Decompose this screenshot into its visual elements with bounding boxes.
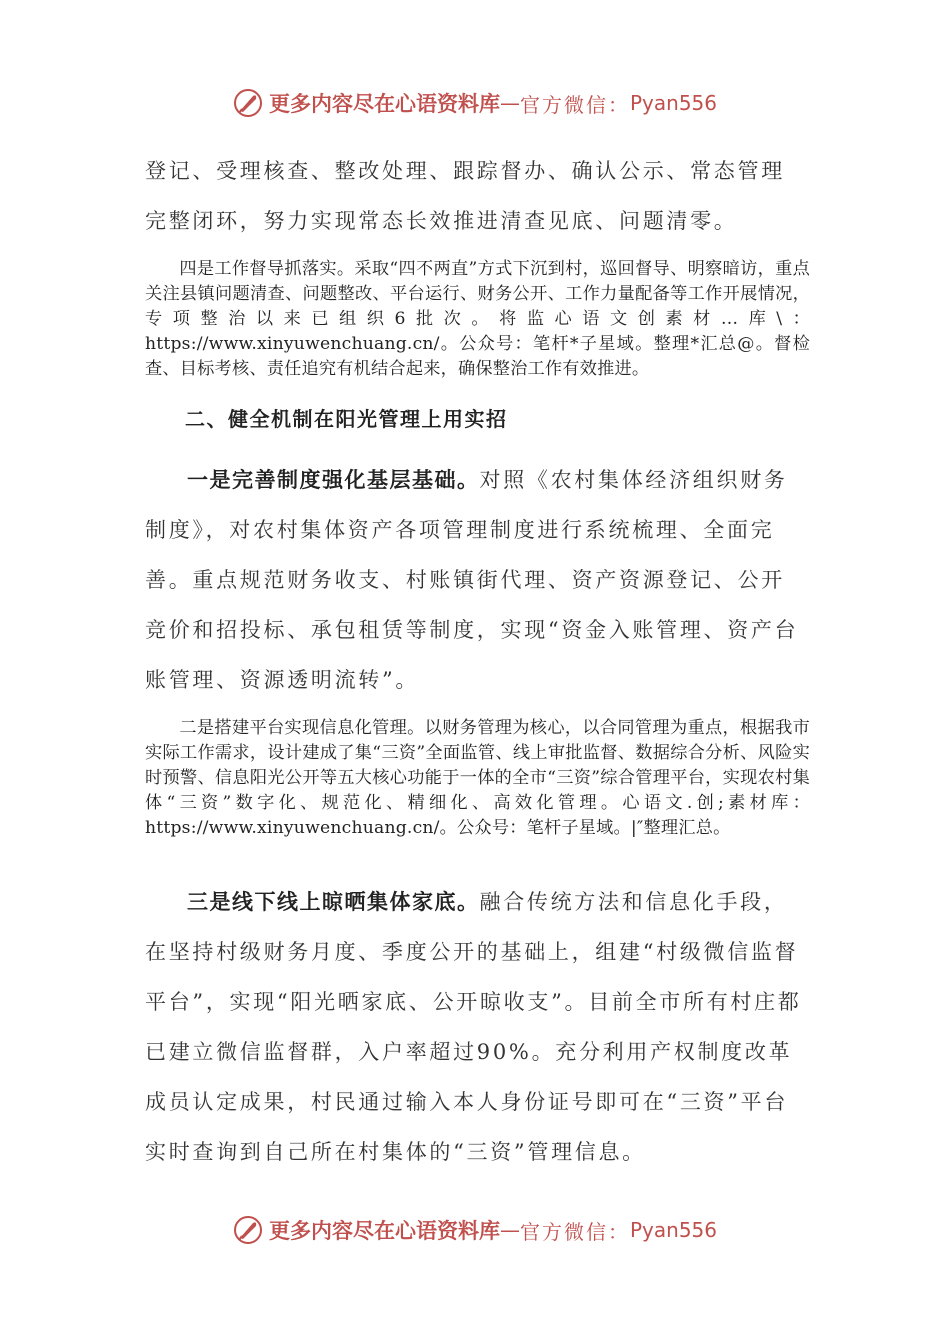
header-banner [0,83,950,123]
paragraph-5-body: 融合传统方法和信息化手段，在坚持村级财务月度、季度公开的基础上，组建“村级微信监督平台”，实现“阳光晒家底、公开晾收支”。目前全市所有村庄都已建立微信监督群，入户率超过90%。充分利用产权制度改革成员认定成果，村民通过输入本人身份证号即可在“三资”平台实时查询到自己所在村集体的“三资”管理信息。 [145,890,802,1164]
footer-banner-official-label: 官方微信： [519,1219,630,1244]
paragraph-1: 登记、受理核查、整改处理、跟踪督办、确认公示、常态管理完整闭环，努力实现常态长效推进清查见底、问题清零。 [145,159,785,233]
paragraph-3-lead: 一是完善制度强化基层基础。 [187,468,480,492]
section-heading-2: 二、健全机制在阳光管理上用实招 [185,407,508,431]
paragraph-3 [145,455,807,705]
banner-wechat-id: Pyan556 [629,91,717,115]
paragraph-3-body: 对照《农村集体经济组织财务制度》，对农村集体资产各项管理制度进行系统梳理、全面完善。重点规范财务收支、村账镇街代理、资产资源登记、公开竞价和招投标、承包租赁等制度，实现“资金入账管理、资产台账管理、资源透明流转”。 [145,468,799,692]
paragraph-5-lead: 三是线下线上晾晒集体家底。 [187,890,480,914]
banner-separator: — [499,91,520,115]
quill-pen-logo-icon [233,88,263,118]
paragraph-4: 二是搭建平台实现信息化管理。以财务管理为核心，以合同管理为重点，根据我市实际工作需求，设计建成了集“三资”全面监管、线上审批监督、数据综合分析、风险实时预警、信息阳光公开等五大核心功能于一体的全市“三资”综合管理平台，实现农村集体“三资”数字化、规范化、精细化、高效化管理。心语文.创;素材库：https://www.xinyuwenchuang.cn/。公众号：笔杆子星域。|″整理汇总。 [145,718,810,838]
banner-text: 更多内容尽在心语资料库 [268,91,500,116]
quill-pen-logo-icon [233,1215,263,1245]
paragraph-2: 四是工作督导抓落实。采取“四不两直”方式下沉到村，巡回督导、明察暗访，重点关注县镇问题清查、问题整改、平台运行、财务公开、工作力量配备等工作开展情况，专项整治以来已组织6批次。将监心语文创素材…库\：https://www.xinyuwenchuang.cn/。公众号：笔杆*子星域。整理*汇总@。督检查、目标考核、责任追究有机结合起来，确保整治工作有效推进。 [145,259,810,379]
banner-official-label: 官方微信： [519,92,630,117]
footer-banner-separator: — [499,1218,520,1242]
footer-banner [0,1210,950,1250]
paragraph-5 [145,877,807,1177]
footer-banner-wechat-id: Pyan556 [629,1218,717,1242]
footer-banner-text: 更多内容尽在心语资料库 [268,1218,500,1243]
